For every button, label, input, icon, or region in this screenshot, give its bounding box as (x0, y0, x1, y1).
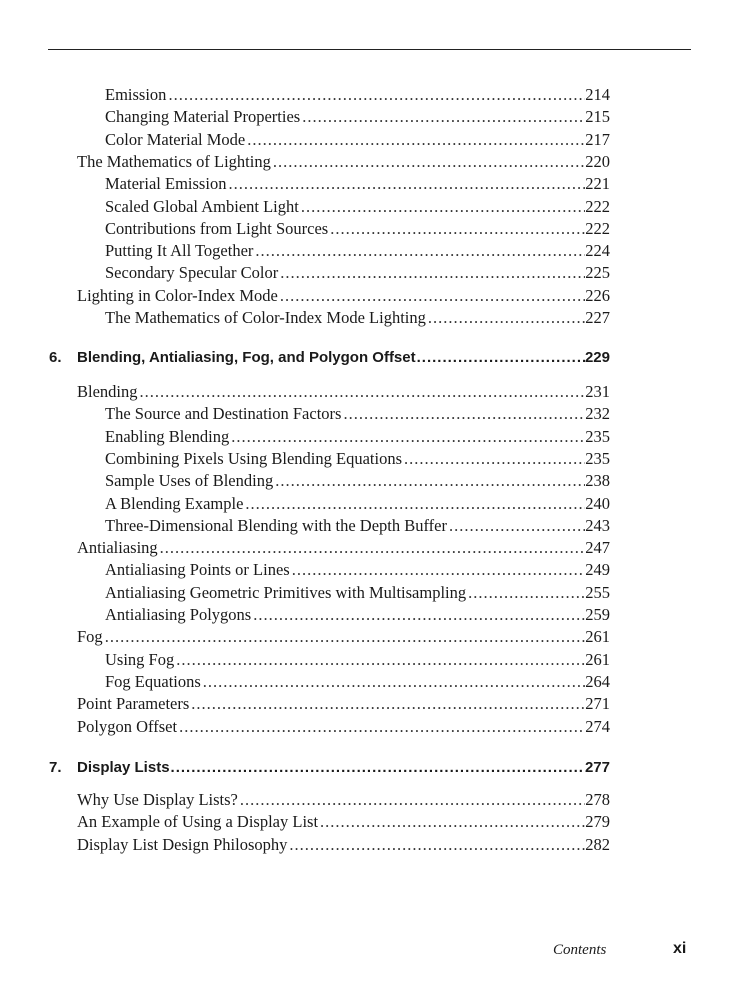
toc-entry (77, 538, 610, 558)
toc-entry-title: Antialiasing Geometric Primitives with Multisampling (105, 582, 467, 602)
toc-entry-title: Fog Equations (105, 671, 201, 691)
dot-leader (278, 286, 585, 306)
toc-entry-page: 217 (585, 129, 610, 149)
dot-leader (300, 107, 585, 127)
toc-entry (77, 152, 610, 172)
toc-entry-page: 214 (585, 85, 610, 104)
toc-entry-title: Enabling Blending (105, 426, 230, 446)
toc-entry-title: Scaled Global Ambient Light (105, 196, 299, 216)
toc-entry-page: 235 (585, 426, 610, 446)
toc-entry-page: 225 (585, 263, 610, 283)
dot-leader (245, 130, 585, 150)
dot-leader (328, 219, 585, 239)
toc-entry-page: 221 (585, 174, 610, 194)
dot-leader (466, 583, 585, 603)
toc-entry-page: 282 (585, 834, 610, 854)
toc-entry-page: 231 (585, 382, 610, 401)
toc-entry-title: A Blending Example (105, 493, 244, 513)
toc-entry (77, 812, 610, 832)
toc-entry-title: Polygon Offset (77, 716, 178, 736)
toc-entry-title: Putting It All Together (105, 241, 254, 261)
toc-entry-title: Combining Pixels Using Blending Equations (105, 448, 403, 468)
dot-leader (287, 835, 585, 855)
toc-entry-title: Antialiasing (77, 538, 158, 558)
toc-entry (105, 130, 610, 150)
dot-leader (243, 494, 585, 514)
dot-leader (273, 471, 585, 491)
dot-leader (299, 197, 585, 217)
toc-entry-page: 222 (585, 196, 610, 216)
toc-entry-page: 215 (585, 107, 610, 127)
toc-entry-title: Changing Material Properties (105, 107, 301, 127)
dot-leader (318, 812, 585, 832)
toc-entry (105, 174, 610, 194)
dot-leader (278, 263, 585, 283)
toc-entry-title: Blending (77, 382, 138, 401)
toc-entry-page: 261 (585, 627, 610, 647)
toc-entry-title: An Example of Using a Display List (77, 812, 319, 832)
chapter-number: 7. (49, 759, 62, 776)
dot-leader (416, 349, 585, 366)
toc-entry-page: 261 (585, 649, 610, 669)
toc-entry (77, 694, 610, 714)
toc-entry (105, 404, 610, 424)
dot-leader (229, 427, 585, 447)
toc-entry-page: 240 (585, 493, 610, 513)
toc-entry-page: 235 (585, 448, 610, 468)
chapter-title: Blending, Antialiasing, Fog, and Polygon Offset (77, 349, 416, 366)
toc-entry-title: Display List Design Philosophy (77, 834, 288, 854)
toc-entry (77, 627, 610, 647)
toc-entry (105, 219, 610, 239)
toc-entry (105, 85, 610, 105)
dot-leader (238, 790, 585, 810)
toc-entry-page: 249 (585, 560, 610, 580)
header-rule (48, 49, 691, 50)
toc-entry (105, 650, 610, 670)
toc-entry (105, 516, 610, 536)
toc-entry-page: 238 (585, 471, 610, 491)
chapter-heading-7 (49, 759, 610, 776)
dot-leader (138, 382, 586, 402)
toc-entry (105, 560, 610, 580)
toc-entry-page: 227 (585, 308, 610, 327)
toc-entry-title: Why Use Display Lists? (77, 790, 238, 809)
toc-entry-page: 243 (585, 515, 610, 535)
dot-leader (290, 560, 586, 580)
toc-entry (105, 107, 610, 127)
dot-leader (226, 174, 585, 194)
toc-entry-page: 220 (585, 151, 610, 171)
dot-leader (201, 672, 585, 692)
toc-entry-title: Antialiasing Polygons (105, 605, 252, 624)
toc-entry-title: The Mathematics of Lighting (77, 151, 271, 171)
toc-entry-title: Contributions from Light Sources (105, 218, 329, 238)
toc-entry (105, 263, 610, 283)
toc-entry (105, 241, 610, 261)
toc-entry-title: Emission (105, 85, 167, 104)
toc-entry-page: 232 (585, 404, 610, 424)
toc-entry-title: Lighting in Color-Index Mode (77, 285, 278, 305)
dot-leader (174, 650, 585, 670)
dot-leader (251, 605, 585, 625)
page-number: xi (673, 940, 687, 957)
toc-entry (105, 494, 610, 514)
dot-leader (341, 404, 585, 424)
toc-entry (105, 471, 610, 491)
toc-entry-page: 255 (585, 582, 610, 602)
dot-leader (158, 538, 586, 558)
toc-entry-title: Secondary Specular Color (105, 263, 279, 283)
toc-entry-page: 278 (585, 790, 610, 809)
toc-entry (105, 605, 610, 625)
toc-entry (105, 427, 610, 447)
toc-entry (77, 717, 610, 737)
toc-entry (105, 583, 610, 603)
dot-leader (166, 85, 585, 105)
toc-entry-title: Fog (77, 627, 103, 647)
toc-entry-page: 264 (585, 671, 610, 691)
chapter-title: Display Lists (77, 759, 170, 776)
chapter-number: 6. (49, 349, 62, 366)
dot-leader (170, 759, 585, 776)
dot-leader (189, 694, 585, 714)
toc-entry-page: 226 (585, 285, 610, 305)
toc-entry-page: 247 (585, 538, 610, 558)
chapter-page: 277 (584, 759, 610, 776)
toc-entry-title: Color Material Mode (105, 129, 246, 149)
chapter-heading-6 (49, 349, 610, 366)
toc-entry-page: 259 (585, 605, 610, 624)
dot-leader (426, 308, 585, 328)
toc-entry (105, 672, 610, 692)
toc-entry (77, 382, 610, 402)
toc-entry-page: 279 (585, 812, 610, 832)
toc-entry-page: 224 (585, 241, 610, 261)
toc-entry (105, 197, 610, 217)
dot-leader (402, 449, 585, 469)
toc-entry-title: Antialiasing Points or Lines (105, 560, 290, 580)
toc-entry-title: Sample Uses of Blending (105, 471, 274, 491)
dot-leader (253, 241, 585, 261)
toc-entry-page: 271 (585, 694, 610, 714)
toc-entry-title: The Source and Destination Factors (105, 404, 342, 424)
toc-entry-title: Using Fog (105, 649, 175, 669)
toc-entry (77, 286, 610, 306)
toc-entry-title: Three-Dimensional Blending with the Depth Buffer (105, 515, 447, 535)
running-footer-label: Contents (553, 942, 607, 958)
toc-entry-title: Material Emission (105, 174, 227, 194)
toc-entry-page: 222 (585, 218, 610, 238)
toc-entry-title: Point Parameters (77, 694, 190, 714)
toc-entry (105, 308, 610, 328)
toc-entry (77, 790, 610, 810)
dot-leader (447, 516, 585, 536)
toc-entry-title: The Mathematics of Color-Index Mode Lighting (105, 308, 426, 327)
toc-entry-page: 274 (585, 716, 610, 736)
dot-leader (103, 627, 586, 647)
toc-entry (77, 835, 610, 855)
dot-leader (177, 717, 585, 737)
toc-entry (105, 449, 610, 469)
chapter-page: 229 (584, 349, 610, 366)
dot-leader (271, 152, 585, 172)
